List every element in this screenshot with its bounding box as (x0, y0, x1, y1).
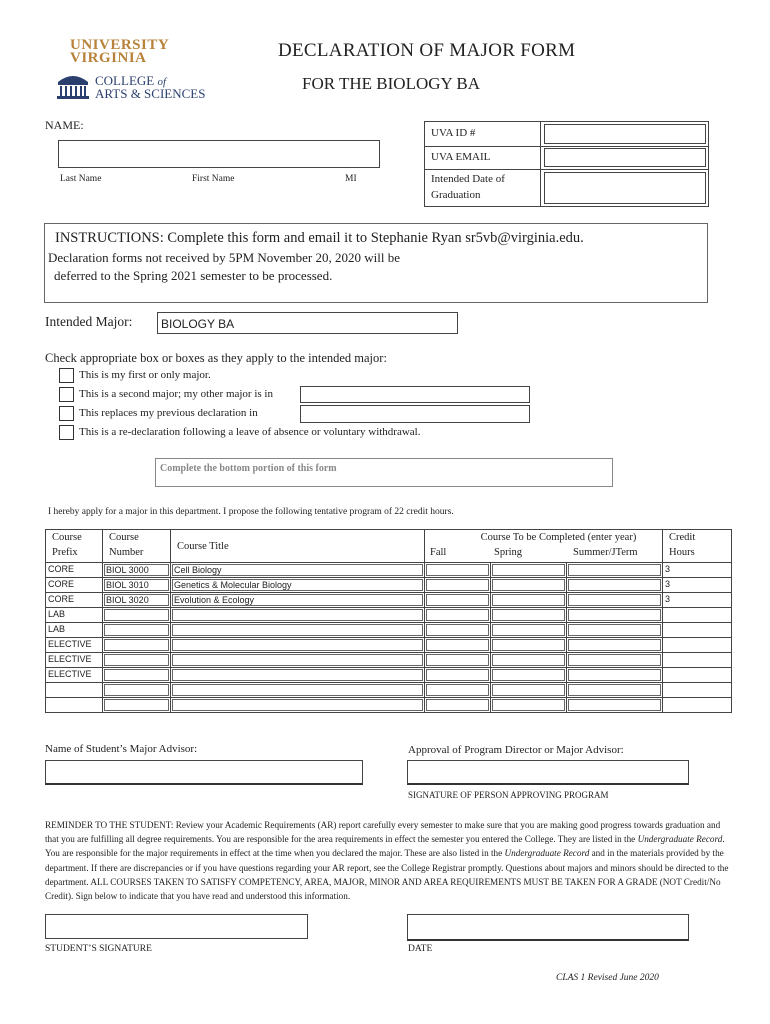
course-spring-cell (491, 683, 567, 698)
course-fall-input[interactable] (426, 624, 489, 636)
course-row (46, 683, 732, 698)
course-fall-input[interactable] (426, 564, 489, 576)
course-hours-input[interactable] (664, 609, 730, 621)
instructions-line-1: INSTRUCTIONS: Complete this form and email it to Stephanie Ryan sr5vb@virginia.edu. (55, 230, 584, 246)
course-number-input[interactable]: BIOL 3010 (104, 579, 169, 591)
course-title-input[interactable] (172, 609, 423, 621)
course-number-input[interactable] (104, 699, 169, 711)
redeclaration-label: This is a re-declaration following a leave of absence or voluntary withdrawal. (79, 426, 421, 438)
intended-major-label: Intended Major: (45, 314, 133, 329)
course-row (46, 593, 732, 608)
prefix-header: Course Prefix (46, 530, 103, 563)
course-number-cell (103, 683, 171, 698)
course-fall-cell (425, 563, 491, 578)
course-hours-input[interactable] (664, 624, 730, 636)
course-fall-input[interactable] (426, 609, 489, 621)
course-summer-input[interactable] (568, 609, 661, 621)
replace-checkbox[interactable] (59, 406, 74, 421)
course-prefix-cell (46, 593, 103, 608)
logo-university-text: UNIVERSITY (70, 37, 170, 53)
checkbox-heading: Check appropriate box or boxes as they apply to the intended major: (45, 351, 387, 365)
grad-date-label-1: Intended Date of (431, 173, 505, 185)
course-spring-cell (491, 668, 567, 683)
course-title-cell (171, 608, 425, 623)
course-title-input[interactable] (172, 624, 423, 636)
course-number-input[interactable] (104, 639, 169, 651)
course-title-input[interactable] (172, 699, 423, 711)
course-prefix-cell (46, 608, 103, 623)
course-hours-input[interactable] (664, 639, 730, 651)
form-subtitle: FOR THE BIOLOGY BA (302, 74, 481, 93)
name-label: NAME: (45, 118, 84, 132)
approver-signature-input[interactable] (407, 760, 689, 785)
course-spring-input[interactable] (492, 624, 565, 636)
course-fall-cell (425, 623, 491, 638)
course-fall-input[interactable] (426, 639, 489, 651)
course-hours-cell (663, 698, 732, 713)
first-major-label: This is my first or only major. (79, 369, 211, 381)
logo-college-text: COLLEGE of (95, 73, 167, 88)
form-title: DECLARATION OF MAJOR FORM (278, 40, 576, 61)
second-major-label: This is a second major; my other major is in (79, 388, 273, 400)
student-id-table (424, 121, 709, 207)
course-summer-cell (567, 638, 663, 653)
advisor-name-input[interactable] (45, 760, 363, 785)
spring-header: Spring (494, 547, 523, 558)
course-spring-input[interactable] (492, 699, 565, 711)
course-number-input[interactable] (104, 684, 169, 696)
course-number-cell (103, 668, 171, 683)
course-title-cell (171, 653, 425, 668)
course-spring-cell (491, 698, 567, 713)
course-summer-cell (567, 683, 663, 698)
course-prefix-cell (46, 638, 103, 653)
number-header: Course Number (103, 530, 171, 563)
course-number-input[interactable] (104, 669, 169, 681)
course-spring-cell (491, 638, 567, 653)
replace-label: This replaces my previous declaration in (79, 407, 258, 419)
course-summer-input[interactable] (568, 654, 661, 666)
course-prefix-input[interactable]: LAB (47, 624, 101, 636)
complete-bottom-text: Complete the bottom portion of this form (160, 463, 337, 474)
course-number-input[interactable] (104, 654, 169, 666)
first-name-caption: First Name (192, 174, 235, 184)
course-fall-cell (425, 668, 491, 683)
course-row (46, 623, 732, 638)
course-number-cell (103, 578, 171, 593)
course-summer-cell (567, 668, 663, 683)
course-prefix-cell (46, 668, 103, 683)
course-number-cell (103, 698, 171, 713)
course-hours-cell (663, 623, 732, 638)
course-title-cell (171, 698, 425, 713)
approval-label: Approval of Program Director or Major Advisor: (408, 744, 624, 756)
name-input[interactable] (58, 140, 380, 168)
mi-caption: MI (345, 174, 357, 184)
course-number-cell (103, 563, 171, 578)
course-summer-input[interactable] (568, 669, 661, 681)
course-title-cell (171, 683, 425, 698)
course-fall-input[interactable] (426, 579, 489, 591)
course-summer-cell (567, 563, 663, 578)
course-prefix-input[interactable]: ELECTIVE (47, 669, 101, 681)
course-number-cell (103, 608, 171, 623)
course-number-input[interactable] (104, 624, 169, 636)
complete-bottom-note (155, 458, 613, 487)
course-title-input[interactable] (172, 684, 423, 696)
course-row (46, 698, 732, 713)
course-hours-input[interactable]: 3 (664, 579, 730, 591)
course-hours-cell (663, 608, 732, 623)
course-row (46, 668, 732, 683)
course-prefix-input[interactable]: ELECTIVE (47, 654, 101, 666)
reminder-paragraph: REMINDER TO THE STUDENT: Review your Academic Requirements (AR) report carefully every semester to make sure that you are making good progress towards graduation and that you are fulfilling all degree requirements. You are responsible for the area requirements in effect the semester you entered the College. They are listed in the Undergraduate Record. You are responsible for the major requirements in effect at the time when you declared the major. These are also listed in the Undergraduate Record and in the materials provided by the department. If there are discrepancies or if you have questions regarding your AR report, see the College Registrar promptly. Questions about majors and minors should be directed to the department. ALL COURSES TAKEN TO SATISFY COMPETENCY, AREA, MAJOR, MINOR AND AREA REQUIREMENTS MUST BE TAKEN FOR A GRADE (NOT Credit/No Credit). Sign below to indicate that you have read and understood this information. (45, 820, 729, 902)
last-name-caption: Last Name (60, 174, 102, 184)
course-spring-input[interactable] (492, 564, 565, 576)
course-summer-input[interactable] (568, 579, 661, 591)
course-title-cell (171, 638, 425, 653)
course-number-input[interactable]: BIOL 3000 (104, 564, 169, 576)
course-hours-input[interactable] (664, 699, 730, 711)
course-spring-input[interactable] (492, 654, 565, 666)
course-hours-cell (663, 563, 732, 578)
course-fall-input[interactable] (426, 654, 489, 666)
course-number-cell (103, 623, 171, 638)
date-input[interactable] (407, 914, 689, 941)
first-major-checkbox[interactable] (59, 368, 74, 383)
instructions-box (44, 223, 708, 303)
completed-header: Course To be Completed (enter year) Fall Spring Summer/JTerm (425, 530, 663, 563)
course-fall-input[interactable] (426, 699, 489, 711)
course-fall-input[interactable] (426, 594, 489, 606)
fall-header: Fall (430, 547, 447, 558)
course-title-input[interactable]: Evolution & Ecology (172, 594, 423, 606)
course-fall-cell (425, 638, 491, 653)
summer-header: Summer/JTerm (573, 547, 638, 558)
course-title-cell (171, 668, 425, 683)
course-fall-cell (425, 608, 491, 623)
course-fall-cell (425, 578, 491, 593)
course-prefix-input[interactable] (47, 699, 101, 711)
course-row (46, 563, 732, 578)
course-title-cell (171, 623, 425, 638)
course-row (46, 653, 732, 668)
other-major-input[interactable] (300, 386, 530, 403)
date-caption: DATE (408, 944, 433, 954)
university-logo (56, 37, 206, 103)
instructions-line-2: Declaration forms not received by 5PM November 20, 2020 will be (48, 250, 400, 265)
course-prefix-cell (46, 683, 103, 698)
course-spring-cell (491, 623, 567, 638)
course-spring-input[interactable] (492, 639, 565, 651)
course-title-input[interactable] (172, 654, 423, 666)
course-summer-input[interactable] (568, 624, 661, 636)
course-spring-input[interactable] (492, 579, 565, 591)
course-fall-input[interactable] (426, 684, 489, 696)
course-prefix-cell (46, 698, 103, 713)
grad-date-label-2: Graduation (431, 189, 481, 201)
course-title-cell (171, 593, 425, 608)
course-number-cell (103, 638, 171, 653)
course-table (45, 529, 732, 713)
redeclaration-checkbox[interactable] (59, 425, 74, 440)
course-title-input[interactable] (172, 639, 423, 651)
course-title-cell (171, 578, 425, 593)
course-hours-cell (663, 593, 732, 608)
revision-footer: CLAS 1 Revised June 2020 (556, 973, 659, 983)
course-hours-input[interactable] (664, 654, 730, 666)
course-number-cell (103, 593, 171, 608)
apply-statement: I hereby apply for a major in this department. I propose the following tentative program of 22 credit hours. (48, 507, 454, 517)
course-summer-cell (567, 608, 663, 623)
course-hours-cell (663, 638, 732, 653)
course-summer-cell (567, 578, 663, 593)
course-summer-cell (567, 593, 663, 608)
course-prefix-input[interactable]: LAB (47, 609, 101, 621)
uva-email-input[interactable] (544, 148, 706, 167)
course-spring-input[interactable] (492, 684, 565, 696)
course-summer-input[interactable] (568, 594, 661, 606)
course-title-input[interactable]: Genetics & Molecular Biology (172, 579, 423, 591)
course-summer-input[interactable] (568, 564, 661, 576)
course-prefix-input[interactable]: CORE (47, 594, 101, 606)
course-number-input[interactable]: BIOL 3020 (104, 594, 169, 606)
course-hours-input[interactable]: 3 (664, 564, 730, 576)
grad-date-input[interactable] (544, 172, 706, 204)
course-summer-input[interactable] (568, 684, 661, 696)
course-spring-input[interactable] (492, 609, 565, 621)
course-spring-cell (491, 563, 567, 578)
course-prefix-input[interactable]: CORE (47, 564, 101, 576)
course-hours-input[interactable] (664, 684, 730, 696)
course-hours-input[interactable]: 3 (664, 594, 730, 606)
course-summer-cell (567, 653, 663, 668)
course-table-header (46, 530, 732, 563)
course-row (46, 638, 732, 653)
course-spring-input[interactable] (492, 594, 565, 606)
advisor-label: Name of Student’s Major Advisor: (45, 743, 198, 755)
previous-declaration-input[interactable] (300, 405, 530, 423)
course-number-cell (103, 653, 171, 668)
course-summer-cell (567, 623, 663, 638)
course-prefix-cell (46, 578, 103, 593)
course-row (46, 608, 732, 623)
course-spring-cell (491, 593, 567, 608)
course-title-input[interactable]: Cell Biology (172, 564, 423, 576)
course-prefix-input[interactable]: CORE (47, 579, 101, 591)
course-spring-cell (491, 608, 567, 623)
uva-email-label: UVA EMAIL (431, 151, 491, 163)
course-prefix-cell (46, 623, 103, 638)
logo-virginia-text: VIRGINIA (70, 50, 147, 66)
course-prefix-input[interactable] (47, 684, 101, 696)
course-fall-cell (425, 683, 491, 698)
course-hours-cell (663, 578, 732, 593)
course-title-input[interactable] (172, 669, 423, 681)
student-signature-caption: STUDENT’S SIGNATURE (45, 944, 152, 954)
rotunda-icon (56, 70, 90, 104)
intended-major-input[interactable]: BIOLOGY BA (157, 312, 458, 334)
course-fall-input[interactable] (426, 669, 489, 681)
course-hours-cell (663, 653, 732, 668)
course-hours-input[interactable] (664, 669, 730, 681)
course-prefix-cell (46, 653, 103, 668)
instructions-line-3: deferred to the Spring 2021 semester to be processed. (54, 268, 333, 283)
student-signature-input[interactable] (45, 914, 308, 939)
second-major-checkbox[interactable] (59, 387, 74, 402)
uva-id-input[interactable] (544, 124, 706, 144)
title-header: Course Title (171, 530, 425, 563)
course-number-input[interactable] (104, 609, 169, 621)
course-summer-input[interactable] (568, 699, 661, 711)
course-row (46, 578, 732, 593)
course-prefix-input[interactable]: ELECTIVE (47, 639, 101, 651)
course-spring-cell (491, 578, 567, 593)
credit-header: Credit Hours (663, 530, 732, 563)
course-fall-cell (425, 698, 491, 713)
logo-arts-text: ARTS & SCIENCES (95, 86, 206, 101)
uva-id-label: UVA ID # (431, 127, 476, 139)
course-fall-cell (425, 593, 491, 608)
course-prefix-cell (46, 563, 103, 578)
course-fall-cell (425, 653, 491, 668)
course-spring-input[interactable] (492, 669, 565, 681)
approver-caption: SIGNATURE OF PERSON APPROVING PROGRAM (408, 790, 609, 800)
course-hours-cell (663, 683, 732, 698)
course-spring-cell (491, 653, 567, 668)
course-hours-cell (663, 668, 732, 683)
course-summer-input[interactable] (568, 639, 661, 651)
course-title-cell (171, 563, 425, 578)
course-summer-cell (567, 698, 663, 713)
